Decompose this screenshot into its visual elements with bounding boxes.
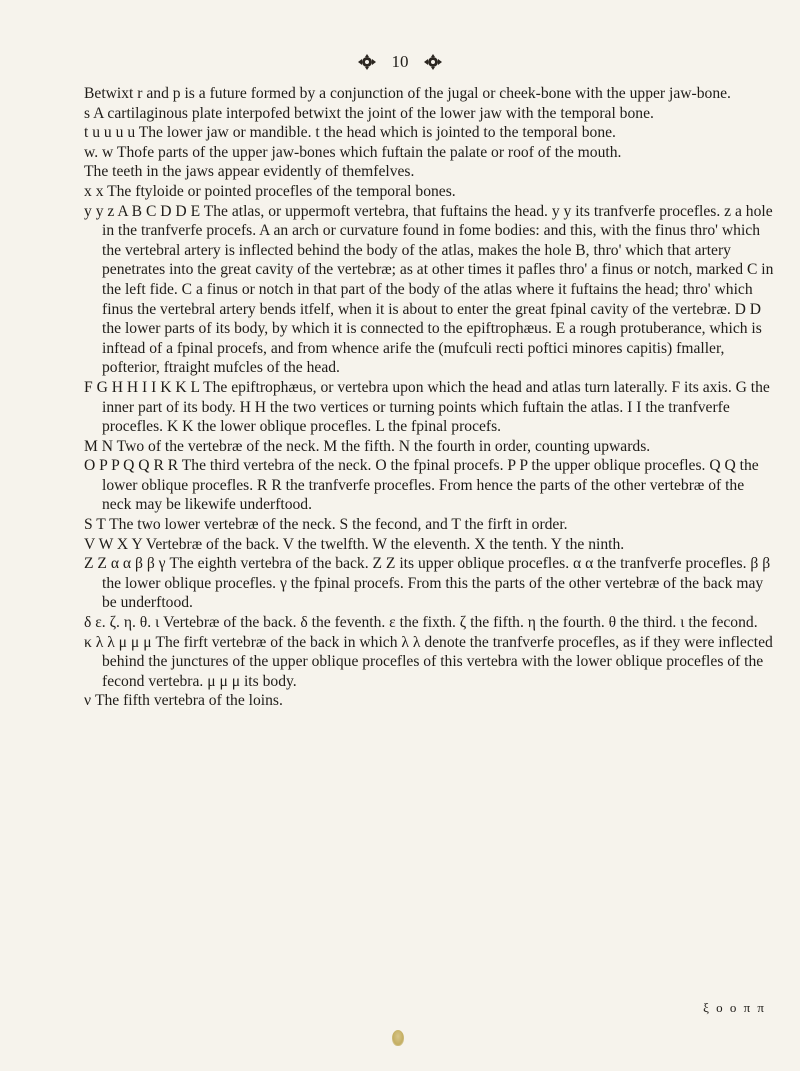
entry-teeth: The teeth in the jaws appear evidently of themfelves.: [84, 163, 415, 181]
entry-atlas: y y z A B C D D E The atlas, or uppermoft vertebra, that fuftains the head. y y its tranfverfe procefles. z a hole in the tranfverfe procefs. A an arch or curvature found in fome bodies: and this, with the finus thro' which the vertebral artery is inflected behind the body of the atlas, makes the hole B, thro' which that artery penetrates into the great cavity of the vertebræ; as at other times it pafles thro' a finus or notch, marked C in the left fide. C a finus or notch in that part of the body of the atlas where it fuftains the head; thro' which finus the vertebral artery bends itfelf, when it is about to enter the great fpinal cavity of the vertebræ. D D the lower parts of its body, by which it is connected to the epiftrophæus. E a rough protuberance, which is inftead of a fpinal procefs, and from whence arife the (mufculi recti poftici minores capitis) fmaller, pofterior, ftraight mufcles of the head.: [84, 202, 774, 377]
catchword: ξ ο ο π π: [703, 1000, 766, 1015]
entry-cartilaginous-plate: s A cartilaginous plate interpofed betwixt the joint of the lower jaw with the temporal bone.: [84, 104, 654, 122]
entry-lower-jaw: t u u u u The lower jaw or mandible. t the head which is jointed to the temporal bone.: [84, 124, 616, 142]
entry-first-back-vertebra: κ λ λ μ μ μ The firft vertebræ of the back in which λ λ denote the tranfverfe procefles, as if they were inflected behind the junctures of the upper oblique procefles of this vertebra with the lower oblique procefles of the fecond vertebra. μ μ μ its body.: [84, 633, 773, 690]
ornament-left-icon: [357, 54, 377, 70]
entry-neck-m-n: M N Two of the vertebræ of the neck. M the fifth. N the fourth in order, counting upwards.: [84, 437, 651, 455]
entry-back-v-y: V W X Y Vertebræ of the back. V the twelfth. W the eleventh. X the tenth. Y the ninth.: [84, 535, 625, 553]
entry-epistrophaeus: F G H H I I K K L The epiftrophæus, or vertebra upon which the head and atlas turn laterally. F its axis. G the inner part of its body. H H the two vertices or turning points which fuftain the atlas. I I the tranfverfe procefles. K K the lower oblique procefles. L the fpinal procefs.: [84, 378, 770, 436]
entry-jugal: Betwixt r and p is a future formed by a conjunction of the jugal or cheek-bone with the upper jaw-bone.: [84, 85, 731, 102]
entry-styloid: x x The ftyloide or pointed procefles of the temporal bones.: [84, 182, 456, 200]
entry-upper-jaw-parts: w. w Thofe parts of the upper jaw-bones which fuftain the palate or roof of the mouth.: [84, 143, 622, 161]
page-number: 10: [391, 52, 409, 72]
entry-neck-s-t: S T The two lower vertebræ of the neck. S the fecond, and T the firft in order.: [84, 516, 568, 534]
page-body: [84, 84, 774, 711]
entry-fifth-loin-vertebra: ν The fifth vertebra of the loins.: [84, 692, 283, 710]
ink-blot: [392, 1030, 404, 1046]
ornament-right-icon: [423, 54, 443, 70]
page-header: [0, 50, 800, 73]
entry-third-neck-vertebra: O P P Q Q R R The third vertebra of the neck. O the fpinal procefs. P P the upper oblique procefles. Q Q the lower oblique procefles. R R the tranfverfe procefles. From hence the parts of the other vertebræ of the neck may be likewife underftood.: [84, 457, 759, 514]
entry-eighth-back-vertebra: Z Z α α β β γ The eighth vertebra of the back. Z Z its upper oblique procefles. α α the tranfverfe procefles. β β the lower oblique procefles. γ the fpinal procefs. From this the parts of the other vertebræ of the back may be underftood.: [84, 555, 771, 612]
entry-back-delta-iota: δ ε. ζ. η. θ. ι Vertebræ of the back. δ the feventh. ε the fixth. ζ the fifth. η the fourth. θ the third. ι the fecond.: [84, 614, 758, 632]
